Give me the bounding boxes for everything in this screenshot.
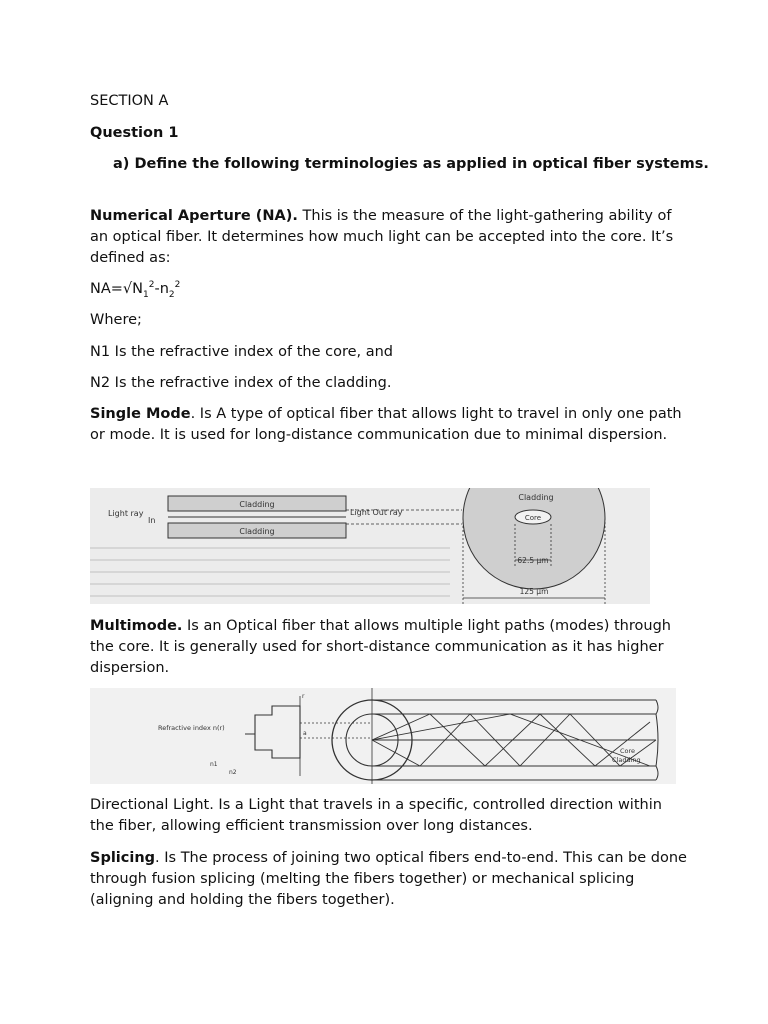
- single-mode-paragraph: [90, 404, 690, 446]
- cladding-top-label: Cladding: [239, 500, 275, 509]
- na-term: Numerical Aperture (NA).: [90, 208, 298, 224]
- core-label: Core: [524, 514, 542, 522]
- na-n2-line: N2 Is the refractive index of the cladding.: [90, 375, 392, 391]
- splicing-definition: . Is The process of joining two optical fibers end-to-end. This can be done through fusion splicing (melting the fibers together) or mechanical splicing (aligning and holding the fibers together).: [90, 850, 687, 908]
- na-n1-line: N1 Is the refractive index of the core, and: [90, 344, 394, 360]
- outer-dimension-label: 125 µm: [519, 587, 549, 596]
- directional-light-paragraph: Directional Light. Is a Light that travels in a specific, controlled direction within the fiber, allowing efficient transmission over long distances.: [90, 797, 662, 834]
- n1-label: n1: [210, 761, 218, 768]
- multimode-paragraph: [90, 616, 690, 679]
- single-mode-definition: . Is A type of optical fiber that allows light to travel in only one path or mode. It is used for long-distance communication due to minimal dispersion.: [90, 406, 682, 443]
- multimode-definition: Is an Optical fiber that allows multiple light paths (modes) through the core. It is generally used for short-distance communication as it has higher dispersion.: [90, 618, 671, 676]
- multimode-term: Multimode.: [90, 618, 183, 634]
- multimode-figure: [90, 688, 676, 784]
- light-ray-label: Light ray: [108, 509, 144, 518]
- na-formula: $NA=√N_1^2-n_2^2$: [90, 280, 181, 300]
- splicing-term: Splicing: [90, 850, 156, 866]
- na-definition: This is the measure of the light-gathering ability of an optical fiber. It determines how much light can be accepted into the core. It’s defined as:: [90, 208, 674, 266]
- na-paragraph: [90, 206, 690, 269]
- cladding-label-2: Cladding: [612, 756, 641, 764]
- single-mode-figure: [90, 488, 650, 604]
- a-label: a: [303, 730, 307, 737]
- question-title: Question 1: [90, 125, 179, 141]
- refractive-index-label: Refractive index n(r): [158, 724, 225, 732]
- cross-cladding-label: Cladding: [518, 493, 554, 502]
- in-label: In: [148, 516, 156, 525]
- splicing-paragraph: [90, 848, 690, 911]
- n2-label: n2: [229, 769, 237, 776]
- single-mode-term: Single Mode: [90, 406, 191, 422]
- core-dimension-label: 62.5 µm: [517, 556, 549, 565]
- light-out-ray-label: Light Out ray: [350, 508, 403, 517]
- na-where: Where;: [90, 312, 142, 328]
- section-title: SECTION A: [90, 93, 169, 109]
- core-label-2: Core: [620, 747, 636, 755]
- r-label: r: [302, 693, 305, 700]
- cladding-bottom-label: Cladding: [239, 527, 275, 536]
- question-part: a) Define the following terminologies as applied in optical fiber systems.: [113, 156, 709, 172]
